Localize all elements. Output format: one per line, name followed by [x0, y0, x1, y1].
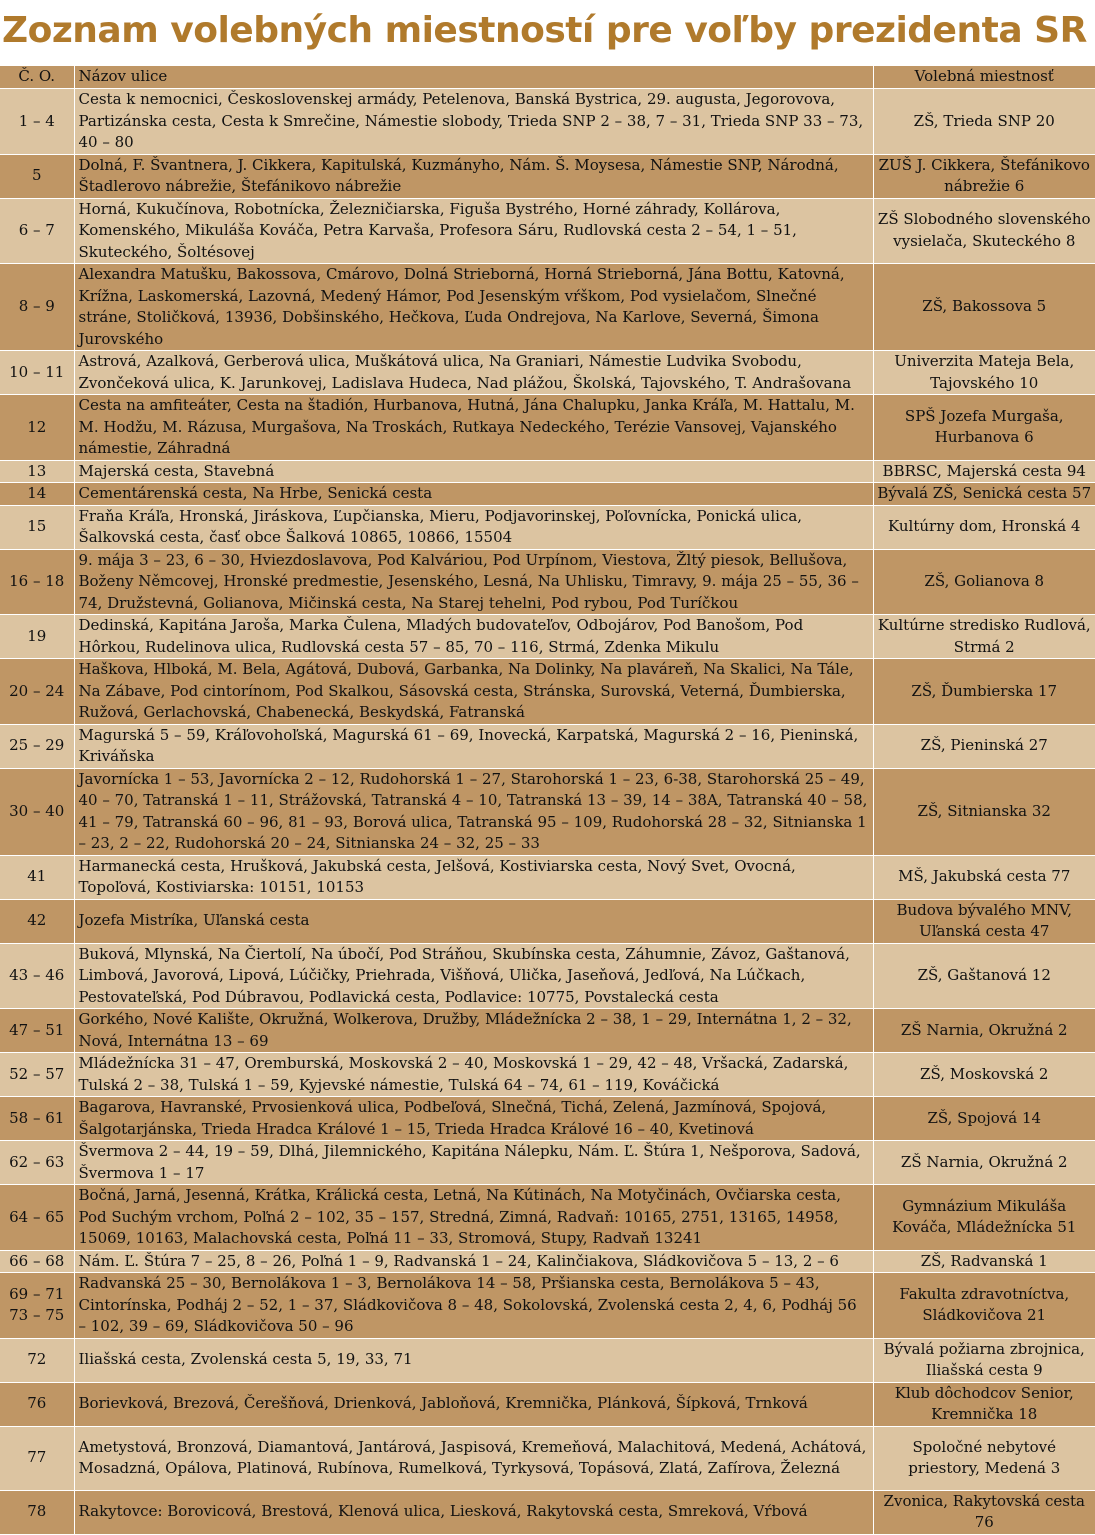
page-title: Zoznam volebných miestností pre voľby prezidenta SR	[2, 10, 1087, 51]
row-num: 72	[27, 1350, 47, 1369]
table-row	[0, 768, 1095, 855]
table-row	[0, 460, 1095, 483]
row-streets: Buková, Mlynská, Na Čiertolí, Na úbočí, Pod Stráňou, Skubínska cesta, Záhumnie, Závoz, Gaštanová, Limbová, Javorová, Lipová, Lúčičky, Priehrada, Višňová, Ulička, Jaseňová, Jedľová, Na Lúčkach, Pestovateľská, Pod Dúbravou, Podlavická cesta, Podlavice: 10775, Povstalecká cesta	[74, 943, 873, 1009]
row-polling-station: ZŠ, Trieda SNP 20	[873, 89, 1095, 155]
row-num: 66 – 68	[9, 1251, 65, 1270]
table-row	[0, 505, 1095, 549]
row-polling-station: Zvonica, Rakytovská cesta 76	[873, 1490, 1095, 1534]
row-streets: Iliašská cesta, Zvolenská cesta 5, 19, 33, 71	[74, 1338, 873, 1382]
row-num: 58 – 61	[9, 1108, 65, 1127]
row-streets: Nám. Ľ. Štúra 7 – 25, 8 – 26, Poľná 1 – 9, Radvanská 1 – 24, Kalinčiakova, Sládkovičova 5 – 13, 2 – 6	[74, 1250, 873, 1273]
table-row	[0, 1273, 1095, 1339]
row-polling-station: ZŠ, Radvanská 1	[873, 1250, 1095, 1273]
row-polling-station: Univerzita Mateja Bela, Tajovského 10	[873, 351, 1095, 395]
table-row	[0, 351, 1095, 395]
row-streets: Ametystová, Bronzová, Diamantová, Jantárová, Jaspisová, Kremeňová, Malachitová, Medená, Achátová, Mosadzná, Opálova, Platinová, Rubínova, Rumelková, Tyrkysová, Topásová, Zlatá, Zafírova, Železná	[74, 1426, 873, 1490]
header-place: Volebná miestnosť	[873, 66, 1095, 89]
row-streets: Dedinská, Kapitána Jaroša, Marka Čulena, Mladých budovateľov, Odbojárov, Pod Banošom, Pod Hôrkou, Rudelinova ulica, Rudlovská cesta 57 – 85, 70 – 116, Strmá, Zdenka Mikulu	[74, 615, 873, 659]
row-num: 42	[27, 911, 47, 930]
row-polling-station: Kultúrny dom, Hronská 4	[873, 505, 1095, 549]
table-row	[0, 1141, 1095, 1185]
row-polling-station: ZŠ, Pieninská 27	[873, 724, 1095, 768]
table-row	[0, 1426, 1095, 1490]
row-streets: Majerská cesta, Stavebná	[74, 460, 873, 483]
table-row	[0, 1053, 1095, 1097]
row-num: 8 – 9	[18, 297, 55, 316]
row-num: 64 – 65	[9, 1207, 65, 1226]
row-polling-station: ZŠ, Ďumbierska 17	[873, 659, 1095, 725]
row-polling-station: ZŠ Narnia, Okružná 2	[873, 1141, 1095, 1185]
row-num: 52 – 57	[9, 1064, 65, 1083]
row-polling-station: Kultúrne stredisko Rudlová, Strmá 2	[873, 615, 1095, 659]
table-row	[0, 1097, 1095, 1141]
row-polling-station: Budova bývalého MNV, Uľanská cesta 47	[873, 899, 1095, 943]
row-streets: Mládežnícka 31 – 47, Oremburská, Moskovská 2 – 40, Moskovská 1 – 29, 42 – 48, Vršacká, Zadarská, Tulská 2 – 38, Tulská 1 – 59, Kyjevské námestie, Tulská 64 – 74, 61 – 119, Kováčická	[74, 1053, 873, 1097]
table-row	[0, 855, 1095, 899]
row-num: 20 – 24	[9, 681, 65, 700]
row-num: 5	[31, 166, 42, 185]
row-streets: Cesta na amfiteáter, Cesta na štadión, Hurbanova, Hutná, Jána Chalupku, Janka Kráľa, M. Hattalu, M. M. Hodžu, M. Rázusa, Murgašova, Na Troskách, Rutkaya Nedeckého, Terézie Vansovej, Vajanského námestie, Záhradná	[74, 395, 873, 461]
row-num: 76	[27, 1394, 47, 1413]
row-streets: Fraňa Kráľa, Hronská, Jiráskova, Ľupčianska, Mieru, Podjavorinskej, Poľovnícka, Ponická ulica, Šalkovská cesta, časť obce Šalková 10865, 10866, 15504	[74, 505, 873, 549]
row-num: 25 – 29	[9, 736, 65, 755]
row-polling-station: ZŠ, Spojová 14	[873, 1097, 1095, 1141]
row-num: 12	[27, 417, 47, 436]
row-num: 10 – 11	[9, 362, 65, 381]
row-streets: Dolná, F. Švantnera, J. Cikkera, Kapitulská, Kuzmányho, Nám. Š. Moysesa, Námestie SNP, Národná, Štadlerovo nábrežie, Štefánikovo nábrežie	[74, 154, 873, 198]
row-num: 41	[27, 867, 47, 886]
row-num: 16 – 18	[9, 572, 65, 590]
row-streets: Radvanská 25 – 30, Bernolákova 1 – 3, Bernolákova 14 – 58, Pršianska cesta, Bernolákova 5 – 43, Cintorínska, Podháj 2 – 52, 1 – 37, Sládkovičova 8 – 48, Sokolovská, Zvolenská cesta 2, 4, 6, Podháj 56 – 102, 39 – 69, Sládkovičova 50 – 96	[74, 1273, 873, 1339]
row-polling-station: Klub dôchodcov Senior, Kremnička 18	[873, 1382, 1095, 1426]
row-streets: Gorkého, Nové Kalište, Okružná, Wolkerova, Družby, Mládežnícka 2 – 38, 1 – 29, Internátna 1, 2 – 32, Nová, Internátna 13 – 69	[74, 1009, 873, 1053]
row-streets: Magurská 5 – 59, Kráľovohoľská, Magurská 61 – 69, Inovecká, Karpatská, Magurská 2 – 16, Pieninská, Kriváňska	[74, 724, 873, 768]
row-polling-station: MŠ, Jakubská cesta 77	[873, 855, 1095, 899]
table-row	[0, 483, 1095, 506]
polling-stations-table	[0, 66, 1095, 1535]
table-row	[0, 1009, 1095, 1053]
table-row	[0, 154, 1095, 198]
row-streets: Cementárenská cesta, Na Hrbe, Senická cesta	[74, 483, 873, 506]
table-row	[0, 549, 1095, 615]
row-streets: Alexandra Matušku, Bakossova, Cmárovo, Dolná Strieborná, Horná Strieborná, Jána Bottu, Katovná, Krížna, Laskomerská, Lazovná, Medený Hámor, Pod Jesenským vŕškom, Pod vysielačom, Slnečné stráne, Stoličková, 13936, Dobšinského, Hečkova, Ľuda Ondrejova, Na Karlove, Severná, Šimona Jurovského	[74, 264, 873, 351]
table-row	[0, 659, 1095, 725]
row-num: 47 – 51	[9, 1020, 65, 1039]
table-row	[0, 1338, 1095, 1382]
table-row	[0, 1490, 1095, 1534]
row-polling-station: Gymnázium Mikuláša Kováča, Mládežnícka 51	[873, 1185, 1095, 1251]
row-polling-station: ZŠ Narnia, Okružná 2	[873, 1009, 1095, 1053]
row-streets: Javornícka 1 – 53, Javornícka 2 – 12, Rudohorská 1 – 27, Starohorská 1 – 23, 6-38, Starohorská 25 – 49, 40 – 70, Tatranská 1 – 11, Strážovská, Tatranská 4 – 10, Tatranská 13 – 39, 14 – 38A, Tatranská 40 – 58, 41 – 79, Tatranská 60 – 96, 81 – 93, Borová ulica, Tatranská 95 – 109, Rudohorská 28 – 32, Sitnianska 1 – 23, 2 – 22, Rudohorská 20 – 24, Sitnianska 24 – 32, 25 – 33	[74, 768, 873, 855]
row-num: 43 – 46	[9, 966, 65, 984]
row-streets: Bagarova, Havranské, Prvosienková ulica, Podbeľová, Slnečná, Tichá, Zelená, Jazmínová, Spojová, Šalgotarjánska, Trieda Hradca Králové 1 – 15, Trieda Hradca Králové 16 – 40, Kvetinová	[74, 1097, 873, 1141]
row-num: 19	[27, 626, 47, 645]
row-polling-station: ZŠ Slobodného slovenského vysielača, Skuteckého 8	[873, 198, 1095, 264]
table-row	[0, 395, 1095, 461]
row-streets: 9. mája 3 – 23, 6 – 30, Hviezdoslavova, Pod Kalváriou, Pod Urpínom, Viestova, Žltý piesok, Bellušova, Boženy Němcovej, Hronské predmestie, Jesenského, Lesná, Na Uhlisku, Timravy, 9. mája 25 – 55, 36 – 74, Družstevná, Golianova, Mičinská cesta, Na Starej tehelni, Pod rybou, Pod Turíčkou	[74, 549, 873, 615]
row-num: 62 – 63	[9, 1152, 65, 1171]
row-num: 15	[27, 517, 47, 536]
table-row	[0, 1250, 1095, 1273]
row-num: 78	[27, 1502, 47, 1521]
table-row	[0, 724, 1095, 768]
row-polling-station: SPŠ Jozefa Murgaša, Hurbanova 6	[873, 395, 1095, 461]
row-streets: Haškova, Hlboká, M. Bela, Agátová, Dubová, Garbanka, Na Dolinky, Na plaváreň, Na Skalici, Na Tále, Na Zábave, Pod cintorínom, Pod Skalkou, Sásovská cesta, Stránska, Surovská, Veterná, Ďumbierska, Ružová, Gerlachovská, Chabenecká, Beskydská, Fatranská	[74, 659, 873, 725]
row-streets: Borievková, Brezová, Čerešňová, Drienková, Jabloňová, Kremnička, Plánková, Šípková, Trnková	[74, 1382, 873, 1426]
row-num: 69 – 71 73 – 75	[9, 1284, 65, 1325]
table-row	[0, 899, 1095, 943]
table-row	[0, 1185, 1095, 1251]
row-polling-station: ZŠ, Moskovská 2	[873, 1053, 1095, 1097]
header-num: Č. O.	[18, 67, 56, 86]
header-street: Názov ulice	[74, 66, 873, 89]
row-streets: Švermova 2 – 44, 19 – 59, Dlhá, Jilemnického, Kapitána Nálepku, Nám. Ľ. Štúra 1, Nešporova, Sadová, Švermova 1 – 17	[74, 1141, 873, 1185]
row-streets: Harmanecká cesta, Hrušková, Jakubská cesta, Jelšová, Kostiviarska cesta, Nový Svet, Ovocná, Topoľová, Kostiviarska: 10151, 10153	[74, 855, 873, 899]
row-polling-station: ZŠ, Golianova 8	[873, 549, 1095, 615]
row-polling-station: ZŠ, Sitnianska 32	[873, 768, 1095, 855]
row-num: 13	[27, 461, 47, 480]
row-polling-station: ZUŠ J. Cikkera, Štefánikovo nábrežie 6	[873, 154, 1095, 198]
row-num: 14	[27, 484, 47, 502]
row-polling-station: Spoločné nebytové priestory, Medená 3	[873, 1426, 1095, 1490]
row-streets: Astrová, Azalková, Gerberová ulica, Muškátová ulica, Na Graniari, Námestie Ludvika Svobodu, Zvončeková ulica, K. Jarunkovej, Ladislava Hudeca, Nad plážou, Školská, Tajovského, T. Andrašovana	[74, 351, 873, 395]
row-streets: Horná, Kukučínova, Robotnícka, Železničiarska, Figuša Bystrého, Horné záhrady, Kollárova, Komenského, Mikuláša Kováča, Petra Karvaša, Profesora Sáru, Rudlovská cesta 2 – 54, 1 – 51, Skuteckého, Šoltésovej	[74, 198, 873, 264]
row-num: 6 – 7	[18, 221, 55, 239]
table-row	[0, 264, 1095, 351]
row-streets: Rakytovce: Borovicová, Brestová, Klenová ulica, Liesková, Rakytovská cesta, Smreková, Vŕbová	[74, 1490, 873, 1534]
table-row	[0, 1382, 1095, 1426]
row-polling-station: Bývalá požiarna zbrojnica, Iliašská cesta 9	[873, 1338, 1095, 1382]
table-row	[0, 89, 1095, 155]
row-streets: Jozefa Mistríka, Uľanská cesta	[74, 899, 873, 943]
row-streets: Bočná, Jarná, Jesenná, Krátka, Králická cesta, Letná, Na Kútinách, Na Motyčinách, Ovčiarska cesta, Pod Suchým vrchom, Poľná 2 – 102, 35 – 157, Stredná, Zimná, Radvaň: 10165, 2751, 13165, 14958, 15069, 10163, Malachovská cesta, Poľná 11 – 33, Stromová, Stupy, Radvaň 13241	[74, 1185, 873, 1251]
row-num: 1 – 4	[18, 111, 55, 130]
row-polling-station: ZŠ, Gaštanová 12	[873, 943, 1095, 1009]
row-polling-station: Fakulta zdravotníctva, Sládkovičova 21	[873, 1273, 1095, 1339]
row-polling-station: BBRSC, Majerská cesta 94	[873, 460, 1095, 483]
row-num: 77	[27, 1448, 47, 1467]
row-streets: Cesta k nemocnici, Československej armády, Petelenova, Banská Bystrica, 29. augusta, Jegorovova, Partizánska cesta, Cesta k Smrečine, Námestie slobody, Trieda SNP 2 – 38, 7 – 31, Trieda SNP 33 – 73, 40 – 80	[74, 89, 873, 155]
table-row	[0, 943, 1095, 1009]
row-polling-station: ZŠ, Bakossova 5	[873, 264, 1095, 351]
row-polling-station: Bývalá ZŠ, Senická cesta 57	[873, 483, 1095, 506]
table-row	[0, 198, 1095, 264]
row-num: 30 – 40	[9, 801, 65, 820]
table-header-row	[0, 66, 1095, 89]
table-row	[0, 615, 1095, 659]
